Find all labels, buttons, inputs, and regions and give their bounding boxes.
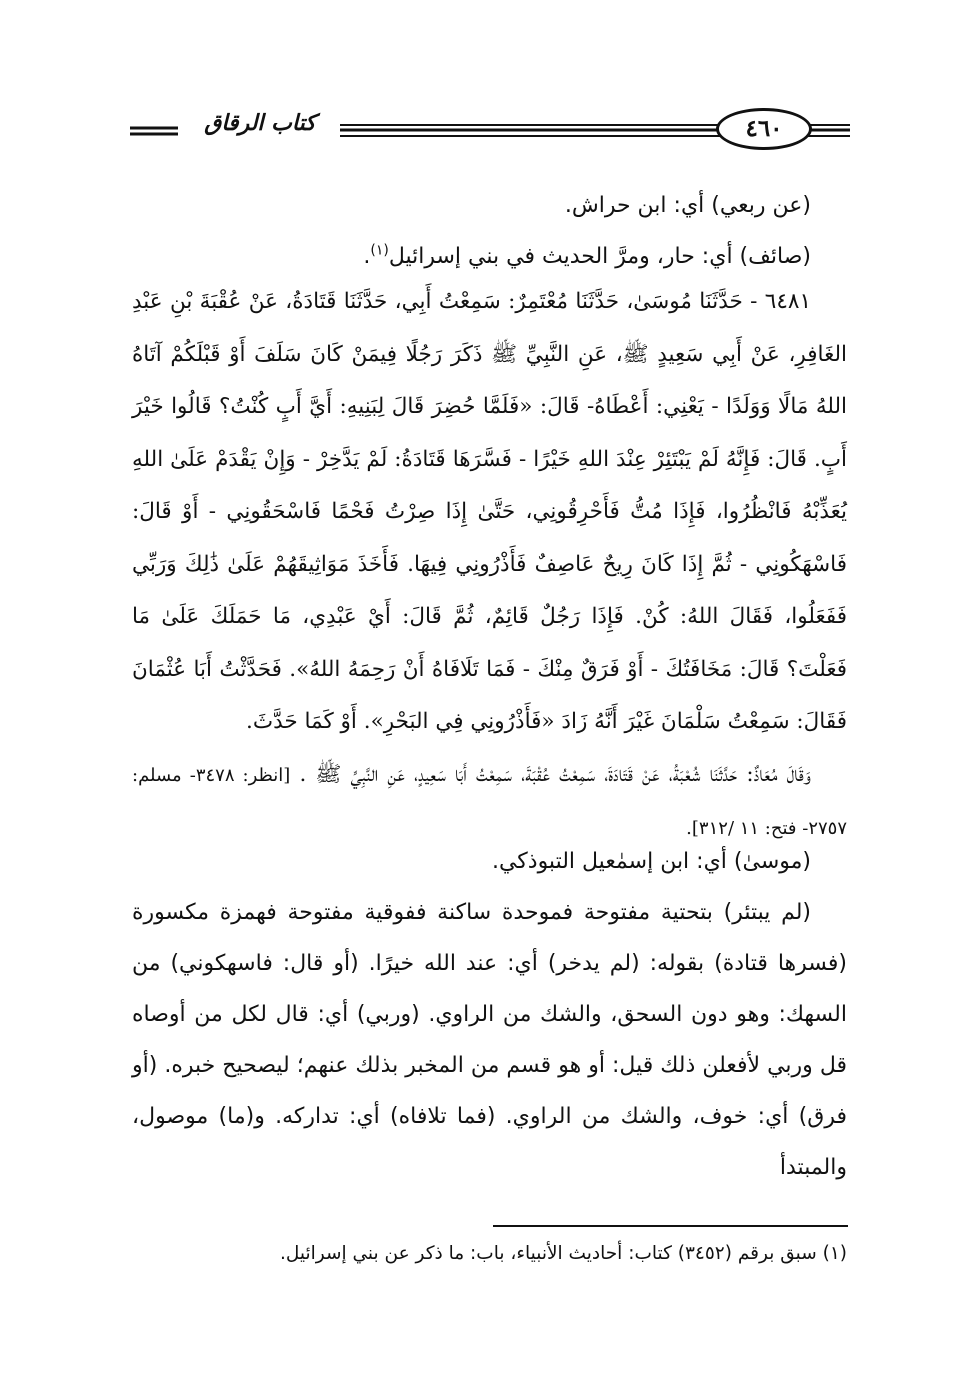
- footnote-separator: [493, 1225, 848, 1227]
- hadith-reference: [انظر: ٣٤٧٨- مسلم: ٢٧٥٧- فتح: ١١ /٣١٢].: [132, 764, 847, 839]
- footnote: (١) سبق برقم (٣٤٥٢) كتاب: أحاديث الأنبياء، باب: ما ذكر عن بني إسرائيل.: [279, 1243, 847, 1264]
- hadith-paragraph: ٦٤٨١ - حَدَّثَنَا مُوسَىٰ، حَدَّثَنَا مُعْتَمِرٌ: سَمِعْتُ أَبِي، حَدَّثَنَا قَتَادَةُ، عَنْ عُقْبَةَ بْنِ عَبْدِ الغَافِرِ، عَنْ أَبِي سَعِيدٍ ﷺ، عَنِ النَّبِيِّ ﷺ ذَكَرَ رَجُلًا فِيمَنْ كَانَ سَلَفَ أَوْ قَبْلَكُمْ آتَاهُ اللهُ مَالًا وَوَلَدًا - يَعْنِي: أَعْطَاهُ- قَالَ: «فَلَمَّا حُضِرَ قَالَ لِبَنِيهِ: أَيَّ أَبٍ كُنْتُ؟ قَالُوا خَيْرَ أَبٍ. قَالَ: فَإِنَّهُ لَمْ يَبْتَئِرْ عِنْدَ اللهِ خَيْرًا - فَسَّرَهَا قَتَادَةُ: لَمْ يَدَّخِرْ - وَإِنْ يَقْدَمْ عَلَىٰ اللهِ يُعَذِّبْهُ فَانْظُرُوا، فَإِذَا مُتُّ فَأَحْرِقُونِي، حَتَّىٰ إِذَا صِرْتُ فَحْمًا فَاسْحَقُونِي - أَوْ قَالَ: فَاسْهَكُونِي - ثُمَّ إِذَا كَانَ رِيحٌ عَاصِفٌ فَأَذْرُونِي فِيهَا. فَأَخَذَ مَوَاثِيقَهُمْ عَلَىٰ ذَٰلِكَ وَرَبِّي فَفَعَلُوا، فَقَالَ اللهُ: كُنْ. فَإِذَا رَجُلٌ قَائِمٌ، ثُمَّ قَالَ: أَيْ عَبْدِي، مَا حَمَلَكَ عَلَىٰ مَا فَعَلْتَ؟ قَالَ: مَخَافَتُكَ - أَوْ فَرَقٌ مِنْكَ - فَمَا تَلَافَاهُ أَنْ رَحِمَهُ اللهُ». فَحَدَّثْتُ أَبَا عُثْمَانَ فَقَالَ: سَمِعْتُ سَلْمَانَ غَيْرَ أَنَّهُ زَادَ «فَأَذْرُونِي فِي البَحْرِ». أَوْ كَمَا حَدَّثَ.: [132, 289, 847, 734]
- commentary-paragraph-2-end: .: [363, 244, 371, 269]
- page-header: [130, 100, 850, 160]
- header-short-rule: [130, 120, 178, 142]
- commentary-block-1: [132, 180, 847, 282]
- commentary-paragraph-3: (موسىٰ) أي: ابن إسمٰعيل التبوذكي.: [491, 849, 811, 874]
- footnote-marker: (١): [370, 242, 389, 259]
- commentary-paragraph-2-text: (صائف) أي: حار، ومرَّ الحديث في بني إسرائيل: [388, 244, 811, 269]
- hadith-paragraph-2-text: وَقَالَ مُعَاذٌ: حَدَّثَنَا شُعْبَةُ، عَنْ قَتَادَةَ، سَمِعْتُ عُقْبَةَ، سَمِعْتُ أَبَا سَعِيدٍ، عَنِ النَّبِيِّ ﷺ .: [299, 761, 811, 787]
- commentary-block-2: [132, 836, 847, 1193]
- hadith-block: [132, 276, 847, 856]
- commentary-paragraph-2: [132, 231, 847, 282]
- book-title: كتاب الرقاق: [204, 110, 316, 136]
- commentary-paragraph-1: (عن ربعي) أي: ابن حراش.: [564, 193, 811, 218]
- commentary-paragraph-4: (لم يبتئر) بتحتية مفتوحة فموحدة ساكنة ففوقية مفتوحة فهمزة مكسورة (فسرها قتادة) بقوله: (لم يدخر) أي: عند الله خيرًا. (أو قال: فاسهكوني) من السهك: وهو دون السحق، والشك من الراوي. (وربي) أي: قال لكل من أوصاه قل وربي لأفعلن ذلك قيل: أو هو قسم من المخبر بذلك عنهم؛ ليصحيح خبره. (أو فرق) أي: خوف، والشك من الراوي. (فما تلافاه) أي: تداركه. و(ما) موصول، والمبتدأ: [132, 900, 847, 1180]
- page-number-badge: ٤٦٠: [716, 108, 812, 150]
